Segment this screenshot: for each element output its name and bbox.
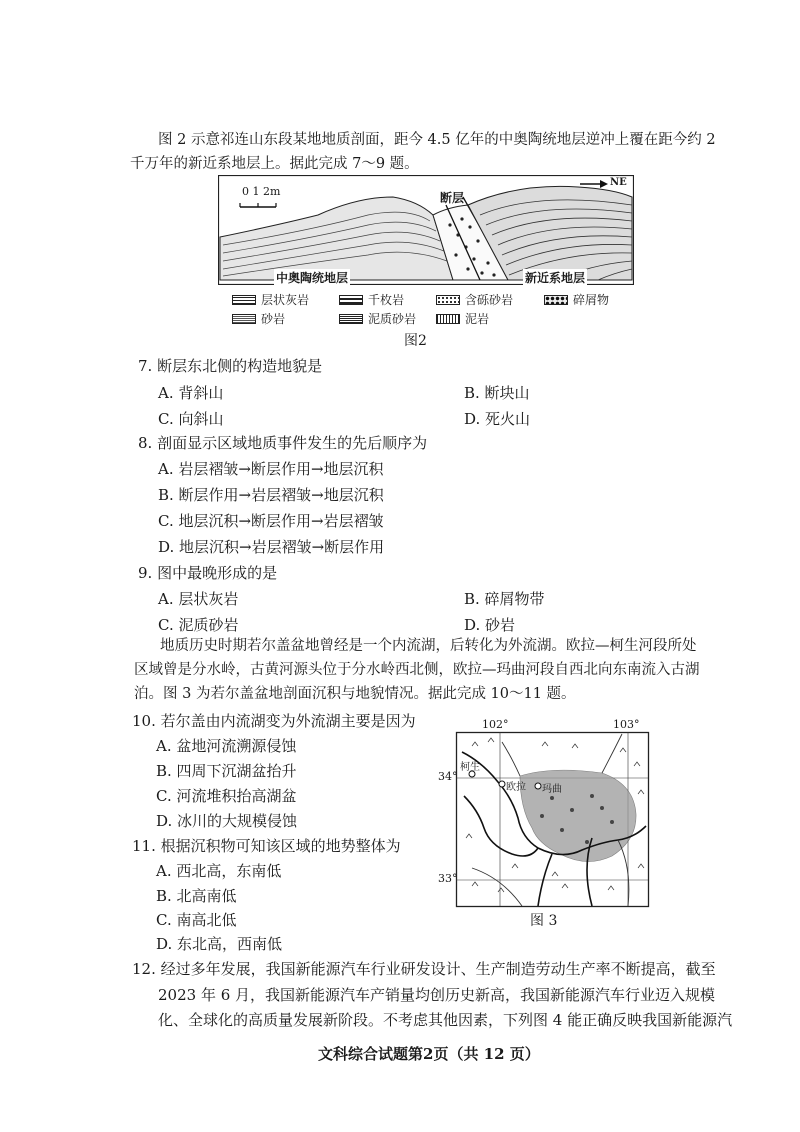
q8-option-b: B. 断层作用→岩层褶皱→地层沉积 (158, 486, 384, 504)
q7-stem: 7. 断层东北侧的构造地貌是 (138, 357, 323, 375)
intro-line-1: 图 2 示意祁连山东段某地地质剖面，距今 4.5 亿年的中奥陶统地层逆冲上覆在距今约 2 (158, 132, 716, 148)
q12-line-1: 12. 经过多年发展，我国新能源汽车行业研发设计、生产制造劳动生产率不断提高，截至 (132, 960, 716, 978)
lon-103: 103° (613, 718, 640, 731)
q8-option-c: C. 地层沉积→断层作用→岩层褶皱 (158, 512, 384, 530)
q8-stem: 8. 剖面显示区域地质事件发生的先后顺序为 (138, 434, 428, 452)
place-ola: 欧拉 (506, 782, 526, 793)
q11-option-d: D. 东北高，西南低 (156, 935, 283, 953)
gravel-sandstone-swatch (436, 295, 460, 305)
fault-label: 断层 (440, 191, 465, 205)
intro2-line-2: 区域曾是分水岭，古黄河源头位于分水岭西北侧，欧拉—玛曲河段自西北向东南流入古湖 (134, 662, 700, 678)
limestone-swatch (232, 295, 256, 305)
figure3-map (438, 718, 654, 910)
q8-option-d: D. 地层沉积→岩层褶皱→断层作用 (158, 538, 385, 556)
q9-option-c: C. 泥质砂岩 (158, 616, 239, 634)
lon-102: 102° (482, 718, 509, 731)
legend-gravel-sandstone: 含砾砂岩 (436, 291, 513, 308)
legend-mudstone: 泥岩 (436, 310, 489, 327)
place-maqu: 玛曲 (542, 784, 562, 795)
legend-debris: 碎屑物 (544, 291, 609, 308)
legend-sandstone: 砂岩 (232, 310, 285, 327)
lat-34: 34° (438, 770, 458, 783)
q9-option-a: A. 层状灰岩 (158, 590, 239, 608)
q7-option-a: A. 背斜山 (158, 384, 224, 402)
left-strata-label: 中奥陶统地层 (276, 271, 349, 285)
q8-option-a: A. 岩层褶皱→断层作用→地层沉积 (158, 460, 384, 478)
right-strata-label: 新近系地层 (525, 271, 586, 285)
legend-muddy-sandstone: 泥质砂岩 (339, 310, 416, 327)
debris-swatch (544, 295, 568, 305)
q9-option-b: B. 碎屑物带 (464, 590, 545, 608)
q11-option-c: C. 南高北低 (156, 911, 237, 929)
q10-option-b: B. 四周下沉湖盆抬升 (156, 762, 297, 780)
q10-option-a: A. 盆地河流溯源侵蚀 (156, 737, 297, 755)
q9-stem: 9. 图中最晚形成的是 (138, 564, 278, 582)
intro-line-2: 千万年的新近系地层上。据此完成 7～9 题。 (130, 156, 419, 172)
legend-phyllite: 千枚岩 (339, 291, 404, 308)
intro2-line-1: 地质历史时期若尔盖盆地曾经是一个内流湖，后转化为外流湖。欧拉—柯生河段所处 (160, 638, 697, 654)
legend-limestone: 层状灰岩 (232, 291, 309, 308)
q11-stem: 11. 根据沉积物可知该区域的地势整体为 (132, 837, 401, 855)
figure3-caption: 图 3 (530, 913, 558, 929)
q10-option-d: D. 冰川的大规模侵蚀 (156, 812, 298, 830)
map-drawing (442, 718, 654, 910)
q9-option-d: D. 砂岩 (464, 616, 516, 634)
q7-option-b: B. 断块山 (464, 384, 530, 402)
q11-option-a: A. 西北高，东南低 (156, 862, 282, 880)
q11-option-b: B. 北高南低 (156, 887, 237, 905)
north-label: NE (610, 177, 627, 188)
scale-label: 0 1 2m (242, 185, 281, 198)
place-kesheng: 柯生 (460, 762, 480, 773)
q7-option-d: D. 死火山 (464, 410, 531, 428)
phyllite-swatch (339, 295, 363, 305)
q10-option-c: C. 河流堆积抬高湖盆 (156, 787, 297, 805)
q12-line-2: 2023 年 6 月，我国新能源汽车产销量均创历史新高，我国新能源汽车行业迈入规模 (158, 986, 716, 1004)
mudstone-swatch (436, 314, 460, 324)
figure2-cross-section (218, 175, 634, 285)
intro2-line-3: 泊。图 3 为若尔盖盆地剖面沉积与地貌情况。据此完成 10～11 题。 (134, 686, 576, 702)
q10-stem: 10. 若尔盖由内流湖变为外流湖主要是因为 (132, 712, 416, 730)
q7-option-c: C. 向斜山 (158, 410, 224, 428)
sandstone-swatch (232, 314, 256, 324)
muddy-sandstone-swatch (339, 314, 363, 324)
figure2-caption: 图2 (404, 333, 427, 349)
lat-33: 33° (438, 872, 458, 885)
q12-line-3: 化、全球化的高质量发展新阶段。不考虑其他因素，下列图 4 能正确反映我国新能源汽 (158, 1011, 733, 1029)
page-footer: 文科综合试题第2页（共 12 页） (318, 1045, 540, 1063)
